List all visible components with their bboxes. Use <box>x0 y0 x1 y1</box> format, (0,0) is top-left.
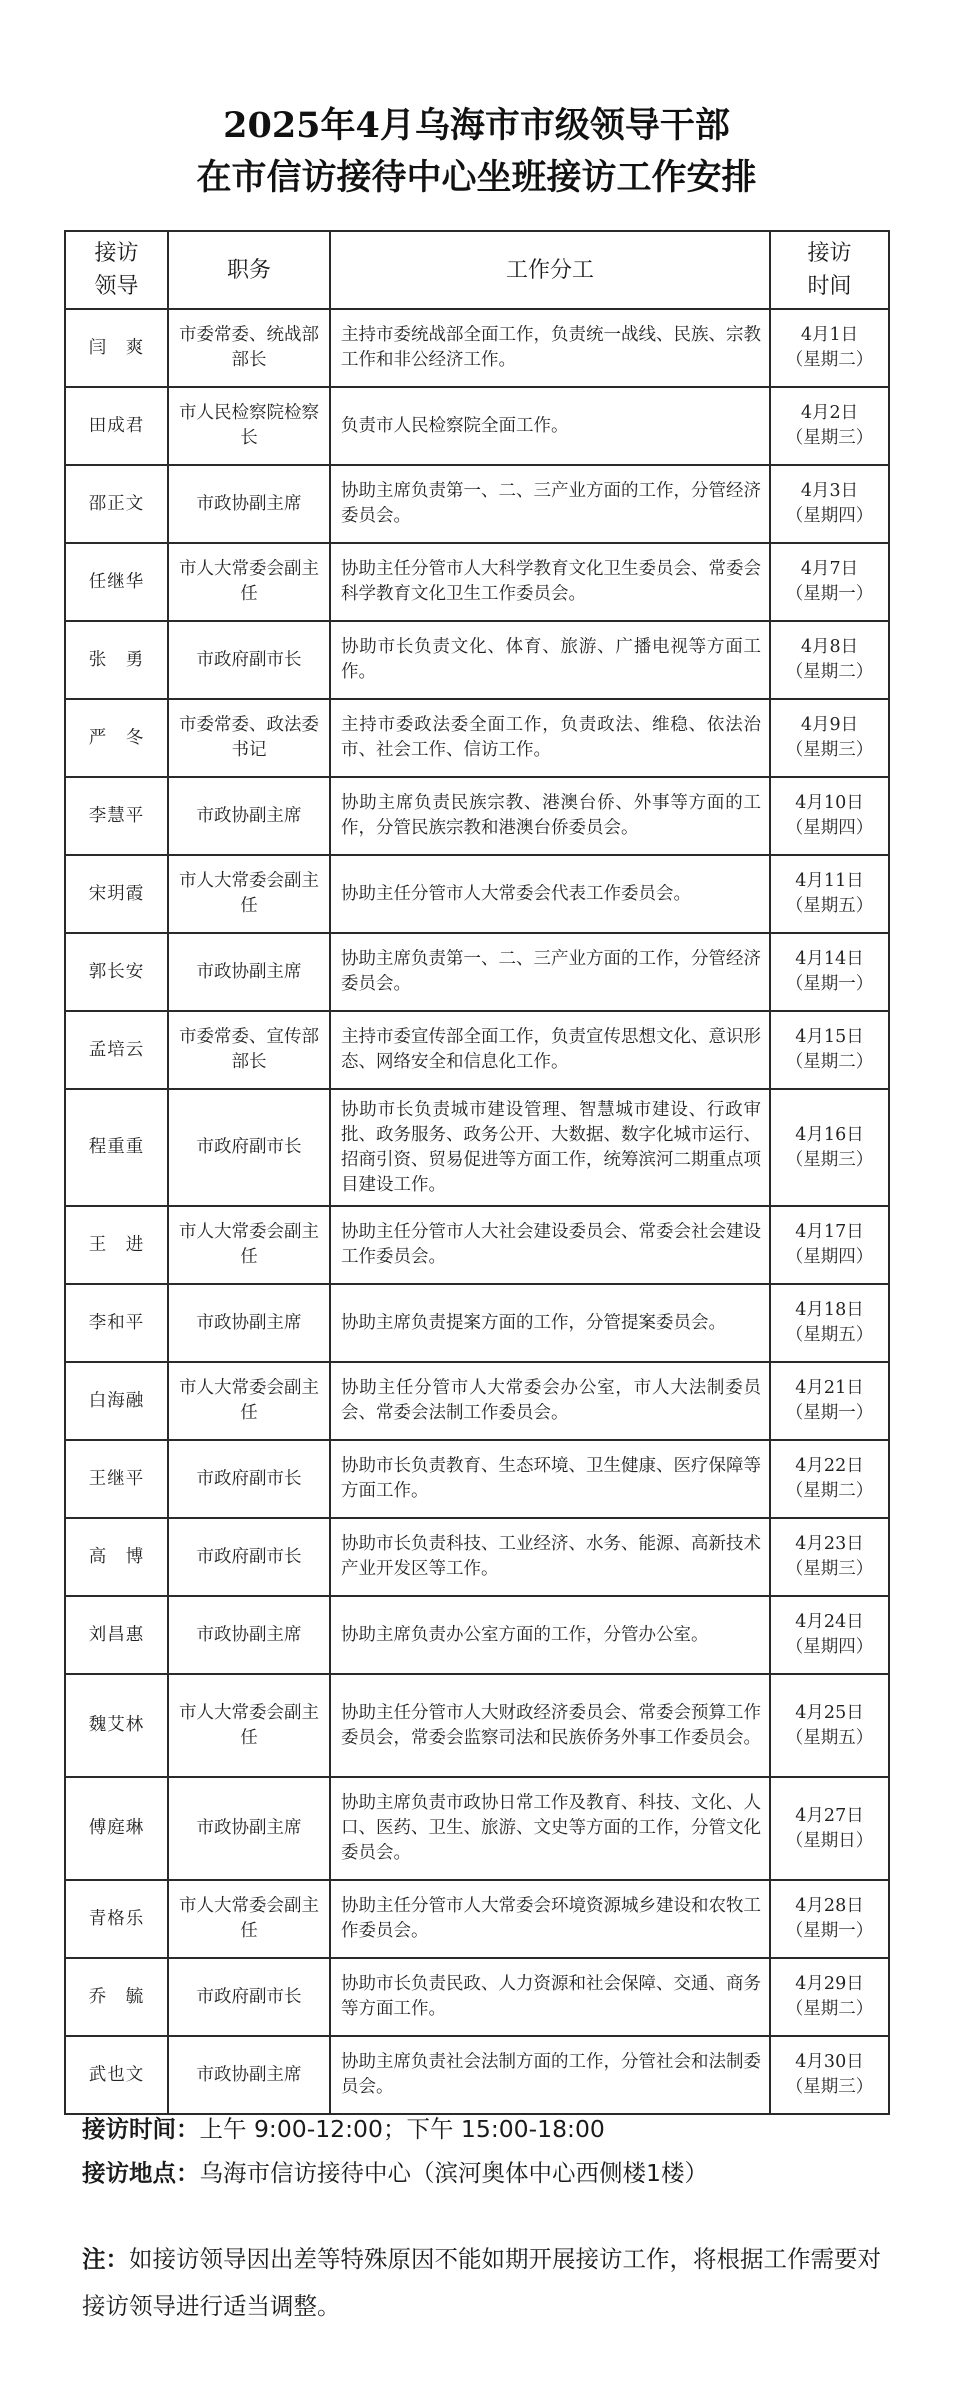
table-row <box>65 1440 889 1518</box>
leader-duty: 协助主任分管市人大常委会环境资源城乡建设和农牧工作委员会。 <box>330 1880 770 1958</box>
table-row <box>65 1362 889 1440</box>
visit-date: 4月23日 <box>795 1534 864 1554</box>
visit-weekday: （星期四） <box>785 506 874 526</box>
visit-date: 4月11日 <box>795 871 864 891</box>
leader-name: 王 进 <box>65 1206 168 1284</box>
leader-name: 严 冬 <box>65 699 168 777</box>
header-time-line-2: 时间 <box>807 274 852 299</box>
visit-time <box>770 699 889 777</box>
leader-duty: 协助市长负责科技、工业经济、水务、能源、高新技术产业开发区等工作。 <box>330 1518 770 1596</box>
leader-name: 武也文 <box>65 2036 168 2114</box>
table-row <box>65 1518 889 1596</box>
visit-weekday: （星期三） <box>785 428 874 448</box>
leader-name: 青格乐 <box>65 1880 168 1958</box>
table-row <box>65 1206 889 1284</box>
page-title-line-1: 2025年4月乌海市市级领导干部 <box>223 105 730 146</box>
leader-duty: 协助主任分管市人大财政经济委员会、常委会预算工作委员会，常委会监察司法和民族侨务外事工作委员会。 <box>330 1674 770 1777</box>
visit-date: 4月18日 <box>795 1300 864 1320</box>
leader-position: 市人民检察院检察长 <box>168 387 330 465</box>
visit-date: 4月30日 <box>795 2052 864 2072</box>
footnote <box>82 2236 882 2330</box>
leader-duty: 协助主任分管市人大常委会办公室，市人大法制委员会、常委会法制工作委员会。 <box>330 1362 770 1440</box>
visit-date: 4月7日 <box>800 559 859 579</box>
leader-position: 市政府副市长 <box>168 1089 330 1206</box>
leader-name: 王继平 <box>65 1440 168 1518</box>
visit-time <box>770 855 889 933</box>
leader-duty: 协助市长负责教育、生态环境、卫生健康、医疗保障等方面工作。 <box>330 1440 770 1518</box>
visit-date: 4月22日 <box>795 1456 864 1476</box>
visit-weekday: （星期三） <box>785 1559 874 1579</box>
leader-position: 市人大常委会副主任 <box>168 1880 330 1958</box>
visit-date: 4月8日 <box>800 637 859 657</box>
visit-time <box>770 1518 889 1596</box>
leader-name: 魏艾林 <box>65 1674 168 1777</box>
leader-duty: 协助主席负责市政协日常工作及教育、科技、文化、人口、医药、卫生、旅游、文史等方面的工作，分管文化委员会。 <box>330 1777 770 1880</box>
leader-position: 市人大常委会副主任 <box>168 855 330 933</box>
leader-position: 市政协副主席 <box>168 465 330 543</box>
leader-duty: 协助主席负责第一、二、三产业方面的工作，分管经济委员会。 <box>330 933 770 1011</box>
visit-date: 4月1日 <box>800 325 859 345</box>
leader-duty: 协助主席负责第一、二、三产业方面的工作，分管经济委员会。 <box>330 465 770 543</box>
table-row <box>65 1596 889 1674</box>
visit-date: 4月3日 <box>800 481 859 501</box>
leader-name: 高 博 <box>65 1518 168 1596</box>
leader-position: 市政协副主席 <box>168 933 330 1011</box>
leader-position: 市委常委、统战部部长 <box>168 309 330 387</box>
table-header-row <box>65 231 889 309</box>
visit-date: 4月2日 <box>800 403 859 423</box>
visit-weekday: （星期五） <box>785 896 874 916</box>
leader-name: 李和平 <box>65 1284 168 1362</box>
leader-position: 市政协副主席 <box>168 1596 330 1674</box>
visit-time <box>770 1777 889 1880</box>
leader-position: 市人大常委会副主任 <box>168 1206 330 1284</box>
leader-name: 白海融 <box>65 1362 168 1440</box>
visit-date: 4月16日 <box>795 1124 864 1145</box>
table-row <box>65 1011 889 1089</box>
table-row <box>65 777 889 855</box>
leader-duty: 主持市委宣传部全面工作，负责宣传思想文化、意识形态、网络安全和信息化工作。 <box>330 1011 770 1089</box>
schedule-table <box>64 230 890 2115</box>
leader-position: 市政协副主席 <box>168 777 330 855</box>
visit-weekday: （星期五） <box>785 1727 874 1748</box>
table-row <box>65 699 889 777</box>
leader-name: 乔 毓 <box>65 1958 168 2036</box>
reception-place-label: 接访地点： <box>82 2159 200 2187</box>
table-row <box>65 1958 889 2036</box>
visit-weekday: （星期一） <box>785 1403 874 1423</box>
table-row <box>65 1284 889 1362</box>
leader-name: 孟培云 <box>65 1011 168 1089</box>
header-time-line-1: 接访 <box>807 241 852 266</box>
table-row <box>65 1674 889 1777</box>
leader-name: 田成君 <box>65 387 168 465</box>
reception-place <box>82 2154 708 2188</box>
table-row <box>65 933 889 1011</box>
visit-date: 4月25日 <box>795 1702 864 1723</box>
visit-time <box>770 543 889 621</box>
visit-time <box>770 1011 889 1089</box>
reception-time-label: 接访时间： <box>82 2115 200 2143</box>
visit-time <box>770 1362 889 1440</box>
leader-name: 任继华 <box>65 543 168 621</box>
visit-weekday: （星期二） <box>785 1481 874 1501</box>
visit-weekday: （星期一） <box>785 584 874 604</box>
visit-time <box>770 1284 889 1362</box>
visit-weekday: （星期二） <box>785 350 874 370</box>
leader-duty: 协助市长负责民政、人力资源和社会保障、交通、商务等方面工作。 <box>330 1958 770 2036</box>
leader-name: 李慧平 <box>65 777 168 855</box>
leader-duty: 协助主席负责办公室方面的工作，分管办公室。 <box>330 1596 770 1674</box>
leader-position: 市政府副市长 <box>168 1958 330 2036</box>
header-leader-line-1: 接访 <box>94 241 139 266</box>
leader-name: 宋玥霞 <box>65 855 168 933</box>
leader-duty: 协助主席负责社会法制方面的工作，分管社会和法制委员会。 <box>330 2036 770 2114</box>
visit-weekday: （星期二） <box>785 662 874 682</box>
table-row <box>65 309 889 387</box>
table-row <box>65 2036 889 2114</box>
visit-date: 4月24日 <box>795 1612 864 1632</box>
visit-date: 4月15日 <box>795 1027 864 1047</box>
visit-weekday: （星期一） <box>785 1921 874 1941</box>
leader-position: 市人大常委会副主任 <box>168 1362 330 1440</box>
visit-weekday: （星期三） <box>785 2077 874 2097</box>
visit-weekday: （星期四） <box>785 1637 874 1657</box>
visit-date: 4月10日 <box>795 793 864 813</box>
visit-time <box>770 387 889 465</box>
header-leader <box>65 231 168 309</box>
table-row <box>65 1777 889 1880</box>
leader-position: 市人大常委会副主任 <box>168 1674 330 1777</box>
leader-duty: 主持市委政法委全面工作，负责政法、维稳、依法治市、社会工作、信访工作。 <box>330 699 770 777</box>
leader-position: 市政府副市长 <box>168 621 330 699</box>
visit-weekday: （星期四） <box>785 1247 874 1267</box>
visit-weekday: （星期三） <box>785 1149 874 1170</box>
leader-duty: 协助主席负责民族宗教、港澳台侨、外事等方面的工作，分管民族宗教和港澳台侨委员会。 <box>330 777 770 855</box>
visit-date: 4月27日 <box>795 1805 864 1826</box>
visit-date: 4月28日 <box>795 1896 864 1916</box>
footnote-label: 注： <box>82 2245 129 2273</box>
leader-duty: 主持市委统战部全面工作，负责统一战线、民族、宗教工作和非公经济工作。 <box>330 309 770 387</box>
page-title-line-2: 在市信访接待中心坐班接访工作安排 <box>196 157 757 198</box>
visit-date: 4月9日 <box>800 715 859 735</box>
visit-date: 4月21日 <box>795 1378 864 1398</box>
leader-name: 程重重 <box>65 1089 168 1206</box>
header-duty: 工作分工 <box>330 231 770 309</box>
visit-weekday: （星期四） <box>785 818 874 838</box>
table-row <box>65 621 889 699</box>
leader-duty: 协助市长负责文化、体育、旅游、广播电视等方面工作。 <box>330 621 770 699</box>
visit-time <box>770 1089 889 1206</box>
leader-name: 张 勇 <box>65 621 168 699</box>
visit-time <box>770 465 889 543</box>
footnote-text: 如接访领导因出差等特殊原因不能如期开展接访工作，将根据工作需要对接访领导进行适当调整。 <box>82 2245 881 2320</box>
leader-position: 市政协副主席 <box>168 2036 330 2114</box>
visit-date: 4月14日 <box>795 949 864 969</box>
visit-weekday: （星期二） <box>785 1999 874 2019</box>
leader-name: 傅庭琳 <box>65 1777 168 1880</box>
leader-name: 邵正文 <box>65 465 168 543</box>
table-row <box>65 543 889 621</box>
leader-name: 郭长安 <box>65 933 168 1011</box>
visit-date: 4月17日 <box>795 1222 864 1242</box>
visit-time <box>770 933 889 1011</box>
table-row <box>65 1089 889 1206</box>
header-position: 职务 <box>168 231 330 309</box>
leader-duty: 协助主任分管市人大科学教育文化卫生委员会、常委会科学教育文化卫生工作委员会。 <box>330 543 770 621</box>
leader-duty: 协助主任分管市人大常委会代表工作委员会。 <box>330 855 770 933</box>
leader-position: 市政协副主席 <box>168 1777 330 1880</box>
visit-time <box>770 1206 889 1284</box>
reception-time <box>82 2110 605 2144</box>
reception-place-value: 乌海市信访接待中心（滨河奥体中心西侧楼1楼） <box>199 2159 708 2187</box>
leader-position: 市委常委、宣传部部长 <box>168 1011 330 1089</box>
leader-duty: 协助主任分管市人大社会建设委员会、常委会社会建设工作委员会。 <box>330 1206 770 1284</box>
leader-name: 闫 爽 <box>65 309 168 387</box>
leader-position: 市政府副市长 <box>168 1518 330 1596</box>
visit-time <box>770 777 889 855</box>
visit-date: 4月29日 <box>795 1974 864 1994</box>
visit-time <box>770 1674 889 1777</box>
leader-position: 市政府副市长 <box>168 1440 330 1518</box>
leader-position: 市委常委、政法委书记 <box>168 699 330 777</box>
leader-duty: 负责市人民检察院全面工作。 <box>330 387 770 465</box>
header-leader-line-2: 领导 <box>94 274 139 299</box>
visit-time <box>770 2036 889 2114</box>
visit-time <box>770 1440 889 1518</box>
leader-duty: 协助主席负责提案方面的工作，分管提案委员会。 <box>330 1284 770 1362</box>
reception-time-value: 上午 9:00-12:00；下午 15:00-18:00 <box>199 2115 605 2143</box>
visit-weekday: （星期三） <box>785 740 874 760</box>
visit-time <box>770 1958 889 2036</box>
visit-weekday: （星期日） <box>785 1830 874 1851</box>
table-row <box>65 387 889 465</box>
visit-time <box>770 1596 889 1674</box>
table-row <box>65 855 889 933</box>
visit-weekday: （星期二） <box>785 1052 874 1072</box>
visit-time <box>770 621 889 699</box>
visit-time <box>770 309 889 387</box>
visit-time <box>770 1880 889 1958</box>
leader-position: 市人大常委会副主任 <box>168 543 330 621</box>
visit-weekday: （星期五） <box>785 1325 874 1345</box>
visit-weekday: （星期一） <box>785 974 874 994</box>
leader-duty: 协助市长负责城市建设管理、智慧城市建设、行政审批、政务服务、政务公开、大数据、数字化城市运行、招商引资、贸易促进等方面工作，统筹滨河二期重点项目建设工作。 <box>330 1089 770 1206</box>
header-time <box>770 231 889 309</box>
table-row <box>65 1880 889 1958</box>
leader-position: 市政协副主席 <box>168 1284 330 1362</box>
table-row <box>65 465 889 543</box>
leader-name: 刘昌惠 <box>65 1596 168 1674</box>
